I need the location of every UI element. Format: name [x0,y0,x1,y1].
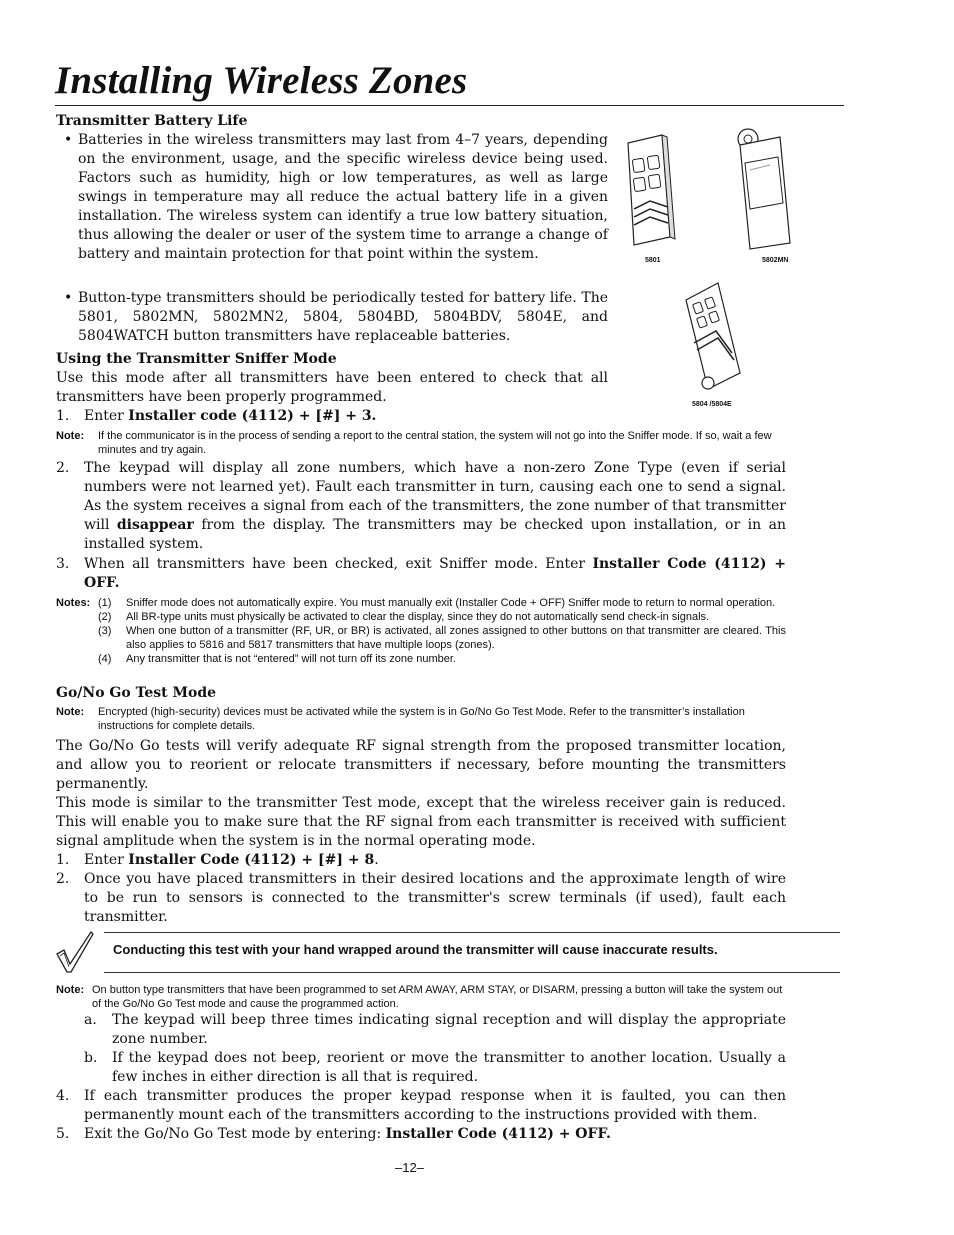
substep-text: If the keypad does not beep, reorient or move the transmitter to another location. Usually a few inches in either direction is all that is required. [112,1050,786,1085]
battery-bullet-1-text: Batteries in the wireless transmitters may last from 4–7 years, depending on the environment, usage, and the specific wireless device being used. Factors such as humidity, high or low temperatures, as well as large swings in temperature may all reduce the actual battery life in a given installation. The wireless system can identify a true low battery situation, thus allowing the dealer or user of the system time to arrange a change of battery and maintain protection for that point within the system. [78,132,608,262]
sniffer-step-1 [56,407,616,426]
step-number: 2. [56,460,70,476]
transmitter-5801-figure [628,135,675,245]
note-number: (4) [98,653,112,665]
note-item [56,610,786,624]
substep-text: The keypad will beep three times indicating signal reception and will display the appropriate zone number. [112,1012,786,1047]
step-number: 5. [56,1126,70,1142]
step-number: 3. [56,556,70,572]
transmitter-5804-figure [686,283,740,389]
sniffer-step-3 [56,555,786,593]
bullet-glyph: • [64,132,73,148]
note-item-text: When one button of a transmitter (RF, UR, or BR) is activated, all zones assigned to other buttons on that transmitter are cleared. This also applies to 5816 and 5817 transmitters that have multiple loops (zones). [126,625,786,651]
notes-label: Notes: [56,597,91,609]
step-text: Once you have placed transmitters in their desired locations and the approximate length of wire to be run to sensors is connected to the transmitter's screw terminals (if used), fault each transmitter. [84,871,786,925]
gonogo-step-1 [56,851,786,870]
gonogo-paragraph-1: The Go/No Go tests will verify adequate RF signal strength from the proposed transmitter location, and allow you to reorient or relocate transmitters if necessary, before mounting the transmitters permanently. [56,738,786,792]
step-number: 1. [56,852,70,868]
transmitter-illustrations [620,125,795,420]
step-text: from the display. The transmitters may be checked upon installation, or in an installed system. [84,517,786,552]
gonogo-note-2 [56,983,786,1011]
step-keystroke: Installer Code (4112) + OFF. [84,556,786,591]
gonogo-heading: Go/No Go Test Mode [56,685,217,701]
battery-bullet-1 [64,131,608,264]
transmitter-5802mn-figure [738,129,790,249]
step-keystroke: Installer Code (4112) + OFF. [385,1126,611,1142]
sniffer-step-2 [56,459,786,554]
gonogo-substep-a [84,1011,786,1049]
step-emphasis: disappear [116,517,194,533]
gonogo-paragraph-2: This mode is similar to the transmitter Test mode, except that the wireless receiver gain is reduced. This will enable you to make sure that the RF signal from each transmitter is received with sufficient signal amplitude when the system is in the normal operating mode. [56,795,786,849]
note-number: (1) [98,597,112,609]
note-text: If the communicator is in the process of sending a report to the central station, the system will not go into the Sniffer mode. If so, wait a few minutes and try again. [98,430,772,456]
step-text: The keypad will display all zone numbers, which have a non-zero Zone Type (even if serial numbers were not learned yet). Fault each transmitter in turn, causing each one to send a signal. As the system receives a signal from each of the transmitters, the zone number of that transmitter will [84,460,786,533]
gonogo-substep-b [84,1049,786,1087]
note-item [56,596,786,610]
callout-text: Conducting this test with your hand wrapped around the transmitter will cause inaccurate results. [113,942,718,957]
note-item-text: Any transmitter that is not “entered” will not turn off its zone number. [126,653,456,665]
callout-bottom-rule [104,972,840,973]
step-text: . [374,852,379,868]
figure-caption-5802mn: 5802MN [762,257,789,264]
note-text: Encrypted (high-security) devices must be activated while the system is in Go/No Go Test Mode. Refer to the transmitter’s installation instructions for complete details. [98,706,745,732]
gonogo-step-5 [56,1125,786,1144]
note-number: (3) [98,625,112,637]
step-text: When all transmitters have been checked, exit Sniffer mode. Enter [84,556,593,572]
note-item-text: Sniffer mode does not automatically expire. You must manually exit (Installer Code + OFF) Sniffer mode to return to normal operation. [126,597,776,609]
note-item [56,652,786,666]
gonogo-note [56,705,756,733]
callout-top-rule [104,932,840,933]
note-label: Note: [56,706,85,718]
gonogo-step-4 [56,1087,786,1125]
note-number: (2) [98,611,112,623]
figure-caption-5804: 5804 /5804E [692,401,732,408]
battery-bullet-2 [64,289,608,346]
note-item-text: All BR-type units must physically be activated to clear the display, since they do not automatically send check-in signals. [126,611,710,623]
step-text: If each transmitter produces the proper keypad response when it is faulted, you can then permanently mount each of the transmitters according to the instructions provided with them. [84,1088,786,1123]
note-label: Note: [56,430,85,442]
bullet-glyph: • [64,290,73,306]
step-text: Enter [84,852,129,868]
sniffer-intro: Use this mode after all transmitters have been entered to check that all transmitters have been properly programmed. [56,370,608,405]
figure-caption-5801: 5801 [645,257,661,264]
step-number: 2. [56,871,70,887]
note-label: Note: [56,984,85,996]
page-title: Installing Wireless Zones [55,59,468,102]
note-item [56,624,786,652]
battery-bullet-2-text: Button-type transmitters should be periodically tested for battery life. The 5801, 5802MN, 5802MN2, 5804, 5804BD, 5804BDV, 5804E, and 5804WATCH button transmitters have replaceable batteries. [78,290,608,344]
step-text: Enter [84,408,129,424]
step-number: 1. [56,408,70,424]
note-text: On button type transmitters that have been programmed to set ARM AWAY, ARM STAY, or DISARM, pressing a button will take the system out of the Go/No Go Test mode and cause the programmed action. [92,984,783,1010]
battery-heading: Transmitter Battery Life [56,113,248,129]
sniffer-notes [56,596,786,666]
gonogo-step-2 [56,870,786,927]
title-rule [55,105,844,106]
step-number: 4. [56,1088,70,1104]
substep-letter: a. [84,1012,97,1028]
step-keystroke: Installer code (4112) + [#] + 3. [128,408,377,424]
checkmark-icon [55,930,95,976]
substep-letter: b. [84,1050,98,1066]
step-text: Exit the Go/No Go Test mode by entering: [84,1126,386,1142]
sniffer-heading: Using the Transmitter Sniffer Mode [56,351,337,367]
page-number: –12– [395,1160,424,1175]
step-keystroke: Installer Code (4112) + [#] + 8 [128,852,375,868]
sniffer-note [56,429,786,457]
